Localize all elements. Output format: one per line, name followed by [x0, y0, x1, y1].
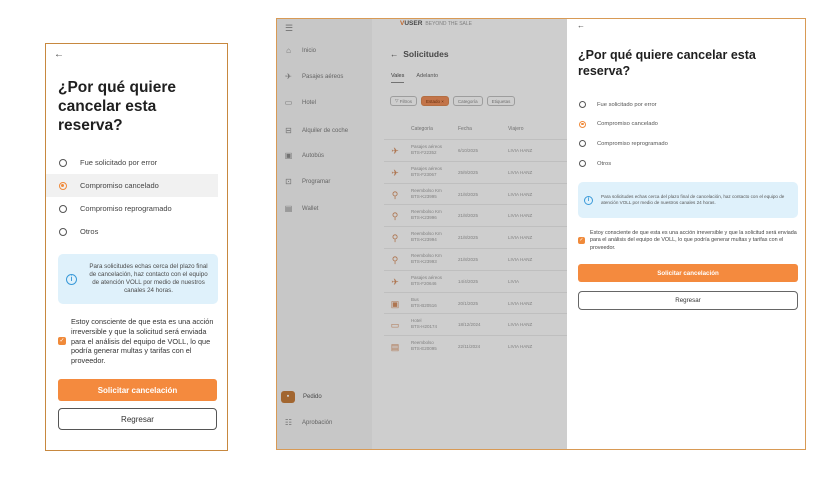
cancel-side-panel	[567, 19, 806, 450]
sidebar-item-label: Pasajes aéreos	[302, 74, 344, 80]
tab-adelanto[interactable]: Adelanto	[416, 73, 439, 79]
reason-label: Compromiso cancelado	[597, 121, 658, 128]
request-cancellation-button[interactable]: Solicitar cancelación	[578, 264, 798, 282]
row-category-name: Reembolso	[411, 340, 434, 346]
row-code: BTS-F22352	[411, 150, 437, 155]
row-traveler: LIVIA	[508, 278, 520, 284]
order-icon: ▪	[281, 391, 295, 403]
reason-option[interactable]	[579, 115, 668, 135]
row-date: 6/10/2025	[458, 148, 479, 153]
consent-checkbox-row[interactable]	[58, 317, 220, 366]
row-traveler: LIVIA HANZ	[508, 148, 533, 153]
row-code: BTS-F23067	[411, 171, 437, 177]
reason-option[interactable]	[579, 154, 668, 174]
sidebar-item-label: Pedido	[303, 394, 322, 400]
reason-option[interactable]	[46, 220, 218, 243]
consent-checkbox-row[interactable]	[578, 230, 800, 252]
row-date: 14/4/2025	[458, 278, 479, 284]
radio-icon[interactable]	[59, 159, 67, 167]
page-title: ¿Por qué quiere cancelar esta reserva?	[58, 79, 176, 134]
radio-selected-icon[interactable]	[579, 121, 586, 128]
column-header: Viajero	[508, 126, 524, 132]
sidebar-item-label: Alquiler de coche	[302, 128, 349, 134]
sidebar-item-label: Programar	[302, 179, 331, 185]
back-button[interactable]: Regresar	[58, 408, 217, 430]
row-code: BTS-K23993	[411, 258, 437, 264]
info-icon: i	[66, 274, 77, 285]
reason-option[interactable]	[46, 151, 218, 174]
checkbox-checked-icon[interactable]: ✓	[579, 237, 584, 244]
receipt-icon: ▤	[390, 342, 400, 353]
logo-mark-icon: V	[400, 20, 405, 27]
tab-vales[interactable]: Vales	[391, 73, 404, 83]
reason-options	[46, 151, 229, 243]
row-traveler: LIVIA HANZ	[508, 300, 533, 306]
reason-label: Otros	[80, 227, 99, 236]
calendar-car-icon: ⊡	[285, 177, 292, 186]
row-category-name: Reembolso Km	[411, 231, 442, 237]
reason-label: Otros	[597, 160, 612, 167]
reimbursement-icon: ⚲	[391, 233, 399, 244]
sidebar-item-label: Autobús	[302, 153, 325, 159]
menu-icon[interactable]: ☰	[285, 23, 294, 33]
reason-option[interactable]	[579, 134, 668, 154]
bed-icon: ▭	[390, 320, 400, 331]
row-traveler: LIVIA HANZ	[508, 344, 533, 350]
logo-tagline: BEYOND THE SALE	[425, 21, 472, 27]
chip-label: Filtros	[399, 98, 412, 104]
mobile-cancel-screen	[45, 43, 228, 451]
row-traveler: LIVIA HANZ	[508, 256, 533, 262]
row-code: BTS-F20646	[411, 280, 437, 286]
checkbox-checked-icon[interactable]: ✓	[59, 338, 65, 345]
consent-text: Estoy consciente de que esta es una acción irreversible y que la solicitud será enviada para el análisis del equipo de VOLL, lo que podría generar multas y tarifas con el proveedor.	[590, 230, 797, 251]
radio-selected-icon[interactable]	[59, 182, 67, 190]
panel-title: ¿Por qué quiere cancelar esta reserva?	[578, 48, 756, 78]
row-code: BTS-K23996	[411, 215, 437, 221]
row-code: BTS-H20174	[411, 324, 438, 330]
row-category-name: Reembolso Km	[411, 209, 442, 215]
reason-label: Compromiso reprogramado	[597, 140, 668, 147]
radio-icon[interactable]	[59, 228, 67, 236]
desktop-window	[276, 18, 806, 450]
plane-icon: ✈	[391, 167, 399, 178]
home-icon: ⌂	[286, 46, 291, 55]
car-icon: ⊟	[285, 126, 292, 135]
reason-option[interactable]	[579, 95, 668, 115]
status-chip[interactable]: Estado ×	[421, 96, 449, 106]
radio-icon[interactable]	[579, 160, 586, 167]
radio-icon[interactable]	[59, 205, 67, 213]
sidebar-item-label: Aprobación	[302, 420, 333, 426]
row-date: 21/8/2025	[458, 235, 479, 241]
row-category-name: Reembolso Km	[411, 187, 442, 193]
row-category-name: Pasajes aéreos	[411, 165, 443, 171]
plane-icon: ✈	[391, 276, 399, 287]
wallet-icon: ▤	[284, 204, 293, 213]
requests-title-text: Solicitudes	[403, 49, 449, 59]
reason-label: Compromiso reprogramado	[80, 204, 172, 213]
row-code: BTS-K23995	[411, 193, 437, 199]
reason-options	[579, 95, 668, 173]
back-arrow-icon[interactable]: ←	[54, 49, 64, 60]
row-date: 20/1/2025	[458, 300, 479, 306]
back-arrow-icon[interactable]: ←	[390, 49, 399, 59]
row-date: 22/11/2024	[458, 344, 481, 350]
request-cancellation-button[interactable]: Solicitar cancelación	[58, 379, 217, 401]
row-code: BTS-K23994	[411, 237, 437, 243]
row-category-name: Pasajes aéreos	[411, 144, 443, 149]
row-date: 21/8/2025	[458, 213, 479, 219]
column-header: Categoría	[411, 126, 433, 132]
row-date: 25/9/2025	[458, 169, 479, 175]
row-date: 21/8/2025	[458, 191, 479, 197]
row-traveler: LIVIA HANZ	[508, 235, 533, 241]
row-traveler: LIVIA HANZ	[508, 169, 533, 175]
row-traveler: LIVIA HANZ	[508, 191, 533, 197]
row-code: BTS-B20516	[411, 302, 437, 308]
reason-option[interactable]	[46, 197, 218, 220]
reimbursement-icon: ⚲	[391, 189, 399, 200]
back-button[interactable]: Regresar	[578, 291, 798, 310]
row-code: BTS-E20095	[411, 346, 437, 352]
plane-icon: ✈	[285, 72, 292, 81]
bed-icon: ▭	[284, 98, 293, 107]
logo-text: USER	[404, 20, 423, 27]
info-text: Para solicitudes echas cerca del plazo final de cancelación, haz contacto con el equipo de atención VOLL por medio de nuestros canales 24 horas.	[89, 263, 208, 294]
row-traveler: LIVIA HANZ	[508, 213, 533, 219]
sidebar-item-label: Hotel	[302, 100, 317, 106]
filter-icon: ▽	[395, 98, 400, 103]
radio-icon[interactable]	[579, 140, 586, 147]
modal-backdrop[interactable]	[277, 19, 567, 450]
info-text: Para solicitudes echas cerca del plazo final de cancelación, haz contacto con el equipo de atención VOLL por medio de nuestros canales 24 horas.	[601, 193, 785, 205]
reason-option[interactable]	[46, 174, 218, 197]
row-category-name: Bus	[411, 296, 419, 302]
consent-text: Estoy consciente de que esta es una acción irreversible y que la solicitud será enviada para el análisis del equipo de VOLL, lo que podría generar multas y tarifas con el proveedor.	[71, 317, 214, 366]
reason-label: Compromiso cancelado	[80, 181, 159, 190]
sidebar-item-label: Wallet	[302, 206, 319, 212]
info-banner	[578, 182, 798, 218]
column-header: Fecha	[458, 126, 472, 132]
row-traveler: LIVIA HANZ	[508, 322, 533, 328]
bus-icon: ▣	[284, 151, 293, 160]
row-category-name: Pasajes aéreos	[411, 274, 443, 280]
reimbursement-icon: ⚲	[391, 211, 399, 222]
reason-label: Fue solicitado por error	[597, 101, 657, 108]
reimbursement-icon: ⚲	[391, 254, 399, 265]
row-date: 18/12/2024	[458, 322, 481, 328]
row-category-name: Hotel	[411, 318, 422, 324]
back-arrow-icon[interactable]: ←	[577, 21, 585, 30]
tags-chip[interactable]: Etiquetas	[487, 96, 516, 106]
radio-icon[interactable]	[579, 101, 586, 108]
approval-icon: ☷	[284, 418, 293, 427]
row-date: 21/8/2025	[458, 256, 479, 262]
row-category-name: Reembolso Km	[411, 252, 442, 258]
sidebar-item-label: Inicio	[302, 48, 317, 54]
plane-icon: ✈	[391, 146, 399, 156]
info-banner	[58, 254, 218, 304]
category-chip[interactable]: Categoría	[453, 96, 483, 106]
reason-label: Fue solicitado por error	[80, 158, 158, 167]
info-icon: i	[584, 196, 593, 205]
bus-icon: ▣	[390, 298, 400, 309]
